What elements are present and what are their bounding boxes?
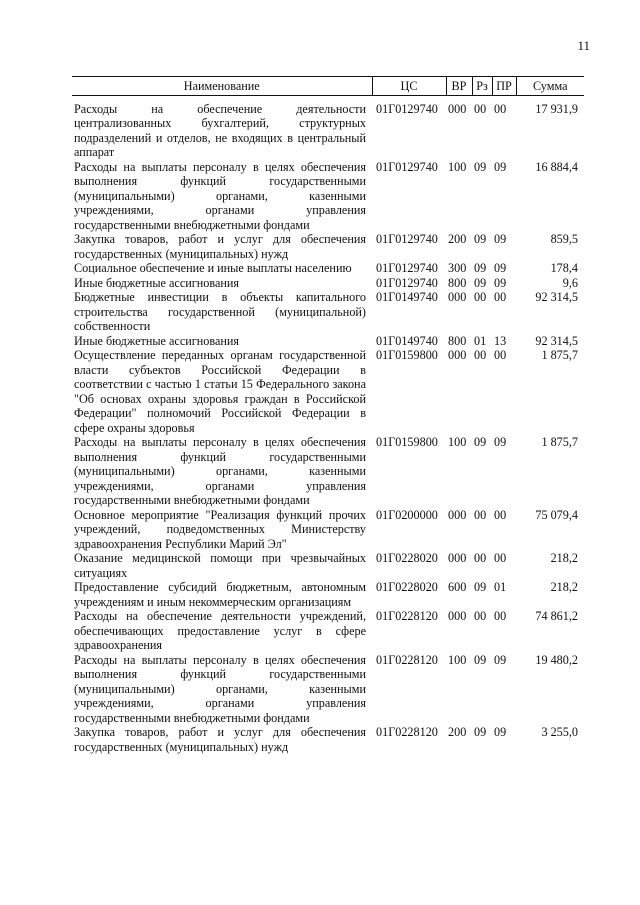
cell-pr: 00 — [494, 507, 507, 522]
table-row — [72, 435, 584, 508]
table-row — [72, 232, 584, 261]
cell-vr: 000 — [448, 507, 467, 522]
cell-rz: 09 — [474, 652, 487, 667]
cell-pr: 00 — [494, 348, 507, 362]
cell-vr: 300 — [448, 261, 467, 275]
table-row — [72, 580, 584, 609]
cell-rz: 09 — [474, 261, 487, 275]
table-row — [72, 95, 584, 160]
table-row — [72, 334, 584, 349]
header-rz: Рз — [472, 77, 492, 96]
cell-sum: 859,5 — [550, 232, 578, 246]
cell-vr: 000 — [448, 609, 467, 623]
cell-name: Расходы на выплаты персоналу в целях обеспечения выполнения функций государственными (муниципальными) органами, казенными учреждениями, органами управления государственными внебюджетными фондами — [74, 652, 366, 725]
cell-name: Бюджетные инвестиции в объекты капитального строительства государственной (муниципальной) собственности — [74, 290, 366, 333]
cell-cs: 01Г0149740 — [376, 290, 438, 304]
cell-cs: 01Г0228020 — [376, 580, 438, 594]
cell-pr: 13 — [494, 333, 507, 348]
cell-cs: 01Г0149740 — [376, 333, 438, 348]
table-row — [72, 508, 584, 552]
cell-name: Социальное обеспечение и иные выплаты населению — [74, 261, 352, 275]
cell-vr: 000 — [448, 551, 467, 565]
cell-pr: 00 — [494, 290, 507, 304]
cell-pr: 09 — [494, 232, 507, 246]
cell-rz: 00 — [474, 101, 487, 116]
cell-name: Расходы на обеспечение деятельности учреждений, обеспечивающих предоставление услуг в сфере здравоохранения — [74, 609, 366, 652]
cell-name: Расходы на обеспечение деятельности централизованных бухгалтерий, структурных подразделений и отделов, не входящих в центральный аппарат — [74, 101, 366, 159]
cell-vr: 100 — [448, 652, 467, 667]
cell-vr: 800 — [448, 333, 467, 348]
cell-rz: 00 — [474, 609, 487, 623]
cell-pr: 09 — [494, 159, 507, 174]
cell-sum: 1 875,7 — [541, 435, 578, 449]
cell-sum: 74 861,2 — [535, 609, 578, 623]
cell-rz: 09 — [474, 435, 487, 449]
cell-name: Расходы на выплаты персоналу в целях обеспечения выполнения функций государственными (муниципальными) органами, казенными учреждениями, органами управления государственными внебюджетными фондами — [74, 435, 366, 507]
cell-sum: 75 079,4 — [535, 507, 578, 522]
cell-sum: 17 931,9 — [535, 101, 578, 116]
cell-name: Оказание медицинской помощи при чрезвычайных ситуациях — [74, 551, 366, 580]
cell-vr: 100 — [448, 159, 467, 174]
cell-rz: 00 — [474, 507, 487, 522]
cell-rz: 00 — [474, 348, 487, 362]
cell-name: Иные бюджетные ассигнования — [74, 275, 240, 290]
cell-sum: 92 314,5 — [535, 333, 578, 348]
cell-name: Закупка товаров, работ и услуг для обеспечения государственных (муниципальных) нужд — [74, 725, 366, 754]
table-header — [72, 77, 584, 96]
cell-name: Осуществление переданных органам государственной власти субъектов Российской Федерации в соответствии с частью 1 статьи 15 Федерального закона "Об основах охраны здоровья граждан в Российской Федерации" полномочий Российской Федерации в сфере охраны здоровья — [74, 348, 366, 435]
header-sum: Сумма — [516, 77, 584, 96]
table-row — [72, 551, 584, 580]
cell-pr: 00 — [494, 609, 507, 623]
header-pr: ПР — [492, 77, 516, 96]
cell-cs: 01Г0129740 — [376, 101, 438, 116]
cell-sum: 9,6 — [562, 275, 578, 290]
cell-sum: 16 884,4 — [535, 159, 578, 174]
cell-pr: 09 — [494, 275, 507, 290]
cell-pr: 00 — [494, 101, 507, 116]
cell-name: Иные бюджетные ассигнования — [74, 333, 240, 348]
cell-cs: 01Г0129740 — [376, 275, 438, 290]
cell-sum: 19 480,2 — [535, 652, 578, 667]
cell-vr: 100 — [448, 435, 467, 449]
cell-rz: 09 — [474, 275, 487, 290]
cell-sum: 218,2 — [550, 551, 578, 565]
cell-cs: 01Г0228120 — [376, 652, 438, 667]
cell-pr: 00 — [494, 551, 507, 565]
table-row — [72, 725, 584, 754]
cell-sum: 92 314,5 — [535, 290, 578, 304]
cell-pr: 09 — [494, 435, 507, 449]
cell-sum: 178,4 — [550, 261, 578, 275]
cell-sum: 218,2 — [550, 580, 578, 594]
cell-rz: 01 — [474, 333, 487, 348]
cell-vr: 200 — [448, 725, 467, 739]
cell-cs: 01Г0200000 — [376, 507, 438, 522]
cell-vr: 800 — [448, 275, 467, 290]
cell-rz: 00 — [474, 290, 487, 304]
table-row — [72, 276, 584, 291]
page-number: 11 — [577, 38, 590, 53]
cell-cs: 01Г0159800 — [376, 435, 438, 449]
cell-vr: 000 — [448, 101, 467, 116]
header-vr: ВР — [446, 77, 472, 96]
cell-cs: 01Г0129740 — [376, 232, 438, 246]
cell-rz: 09 — [474, 159, 487, 174]
cell-cs: 01Г0228020 — [376, 551, 438, 565]
table-row — [72, 290, 584, 334]
header-name: Наименование — [72, 77, 372, 96]
cell-cs: 01Г0228120 — [376, 725, 438, 739]
cell-rz: 09 — [474, 725, 487, 739]
cell-pr: 09 — [494, 725, 507, 739]
cell-sum: 1 875,7 — [541, 348, 578, 362]
cell-cs: 01Г0129740 — [376, 261, 438, 275]
cell-vr: 000 — [448, 290, 467, 304]
table-row — [72, 348, 584, 435]
cell-rz: 09 — [474, 580, 487, 594]
cell-name: Закупка товаров, работ и услуг для обеспечения государственных (муниципальных) нужд — [74, 232, 366, 261]
cell-name: Расходы на выплаты персоналу в целях обеспечения выполнения функций государственными (муниципальными) органами, казенными учреждениями, органами управления государственными внебюджетными фондами — [74, 159, 366, 232]
cell-cs: 01Г0159800 — [376, 348, 438, 362]
budget-table — [72, 76, 584, 754]
cell-rz: 00 — [474, 551, 487, 565]
header-cs: ЦС — [372, 77, 446, 96]
cell-name: Основное мероприятие "Реализация функций прочих учреждений, подведомственных Министерству здравоохранения Республики Марий Эл" — [74, 507, 366, 551]
table-row — [72, 160, 584, 233]
table-row — [72, 609, 584, 653]
cell-vr: 000 — [448, 348, 467, 362]
cell-rz: 09 — [474, 232, 487, 246]
cell-pr: 01 — [494, 580, 507, 594]
cell-name: Предоставление субсидий бюджетным, автономным учреждениям и иным некоммерческим организациям — [74, 580, 366, 609]
cell-cs: 01Г0228120 — [376, 609, 438, 623]
cell-pr: 09 — [494, 652, 507, 667]
cell-vr: 600 — [448, 580, 467, 594]
table-row — [72, 261, 584, 276]
cell-vr: 200 — [448, 232, 467, 246]
cell-pr: 09 — [494, 261, 507, 275]
table-row — [72, 653, 584, 726]
table-body — [72, 95, 584, 754]
cell-cs: 01Г0129740 — [376, 159, 438, 174]
cell-sum: 3 255,0 — [541, 725, 578, 739]
